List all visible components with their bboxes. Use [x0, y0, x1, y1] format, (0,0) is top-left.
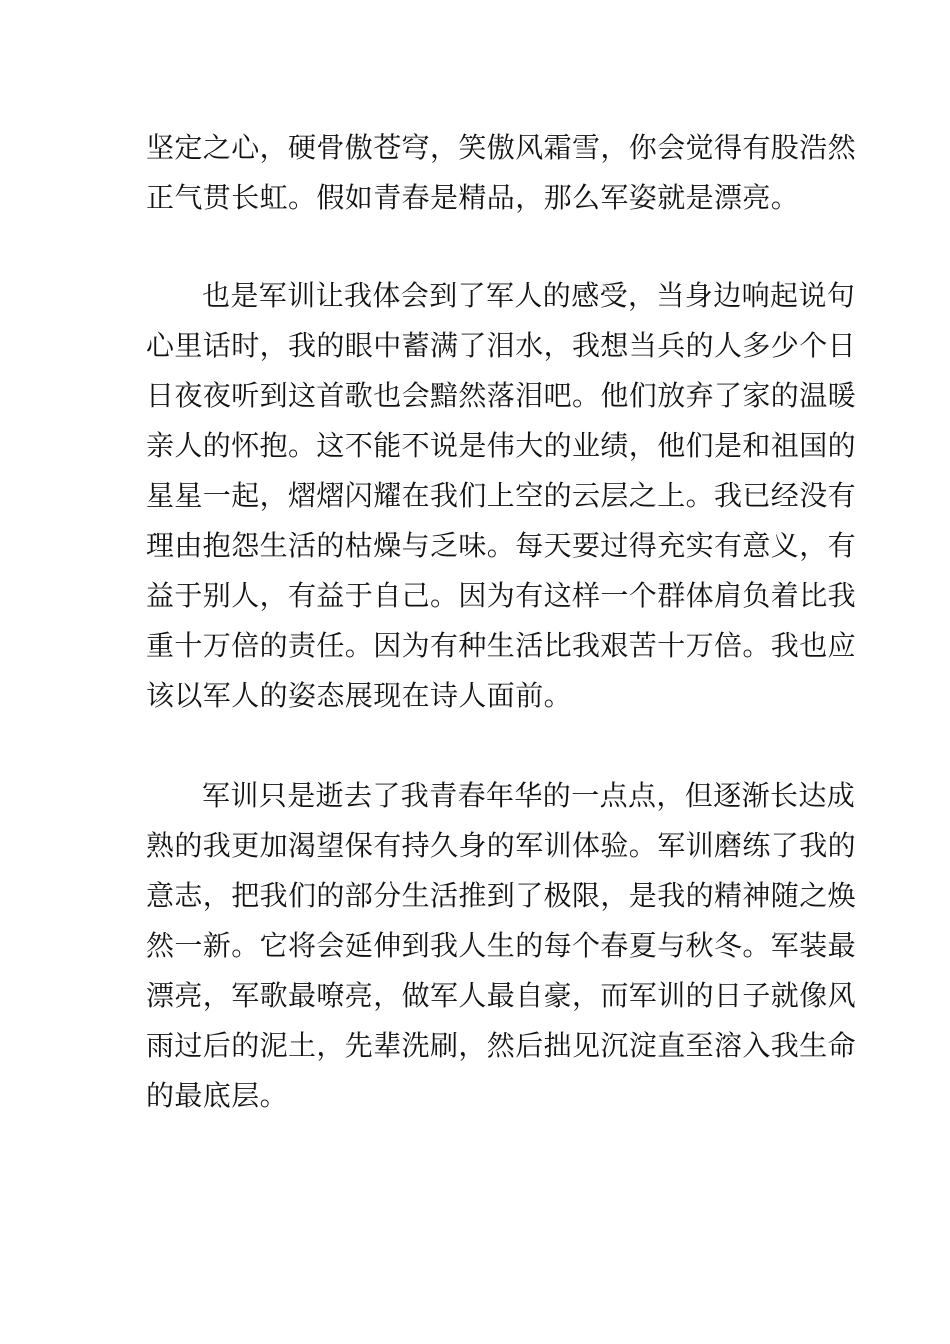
paragraph-line: 亲人的怀抱。这不能不说是伟大的业绩，他们是和祖国的: [146, 429, 857, 462]
paragraph-line: 然一新。它将会延伸到我人生的每个春夏与秋冬。军装最: [146, 929, 857, 962]
paragraph-line: 军训只是逝去了我青春年华的一点点，但逐渐长达成: [202, 779, 856, 812]
paragraph-2: [146, 271, 857, 721]
paragraph-line: 雨过后的泥土，先辈洗刷，然后拙见沉淀直至溶入我生命: [146, 1029, 857, 1062]
paragraph-line: 坚定之心，硬骨傲苍穹，笑傲风霜雪，你会觉得有股浩然: [146, 131, 857, 164]
paragraph-line: 日夜夜听到这首歌也会黯然落泪吧。他们放弃了家的温暖: [146, 379, 857, 412]
paragraph-line: 也是军训让我体会到了军人的感受，当身边响起说句: [202, 279, 856, 312]
paragraph-line: 该以军人的姿态展现在诗人面前。: [146, 679, 573, 712]
paragraph-1: [146, 123, 857, 223]
paragraph-line: 漂亮，军歌最嘹亮，做军人最自豪，而军训的日子就像风: [146, 979, 857, 1012]
paragraph-line: 重十万倍的责任。因为有种生活比我艰苦十万倍。我也应: [146, 629, 857, 662]
paragraph-line: 熟的我更加渴望保有持久身的军训体验。军训磨练了我的: [146, 829, 857, 862]
paragraph-line: 心里话时，我的眼中蓄满了泪水，我想当兵的人多少个日: [146, 329, 857, 362]
paragraph-line: 星星一起，熠熠闪耀在我们上空的云层之上。我已经没有: [146, 479, 857, 512]
paragraph-3: [146, 771, 857, 1121]
paragraph-line: 正气贯长虹。假如青春是精品，那么军姿就是漂亮。: [146, 181, 800, 214]
paragraph-line: 理由抱怨生活的枯燥与乏味。每天要过得充实有意义，有: [146, 529, 857, 562]
paragraph-line: 意志，把我们的部分生活推到了极限，是我的精神随之焕: [146, 879, 857, 912]
paragraph-line: 的最底层。: [146, 1079, 289, 1112]
paragraph-line: 益于别人，有益于自己。因为有这样一个群体肩负着比我: [146, 579, 857, 612]
